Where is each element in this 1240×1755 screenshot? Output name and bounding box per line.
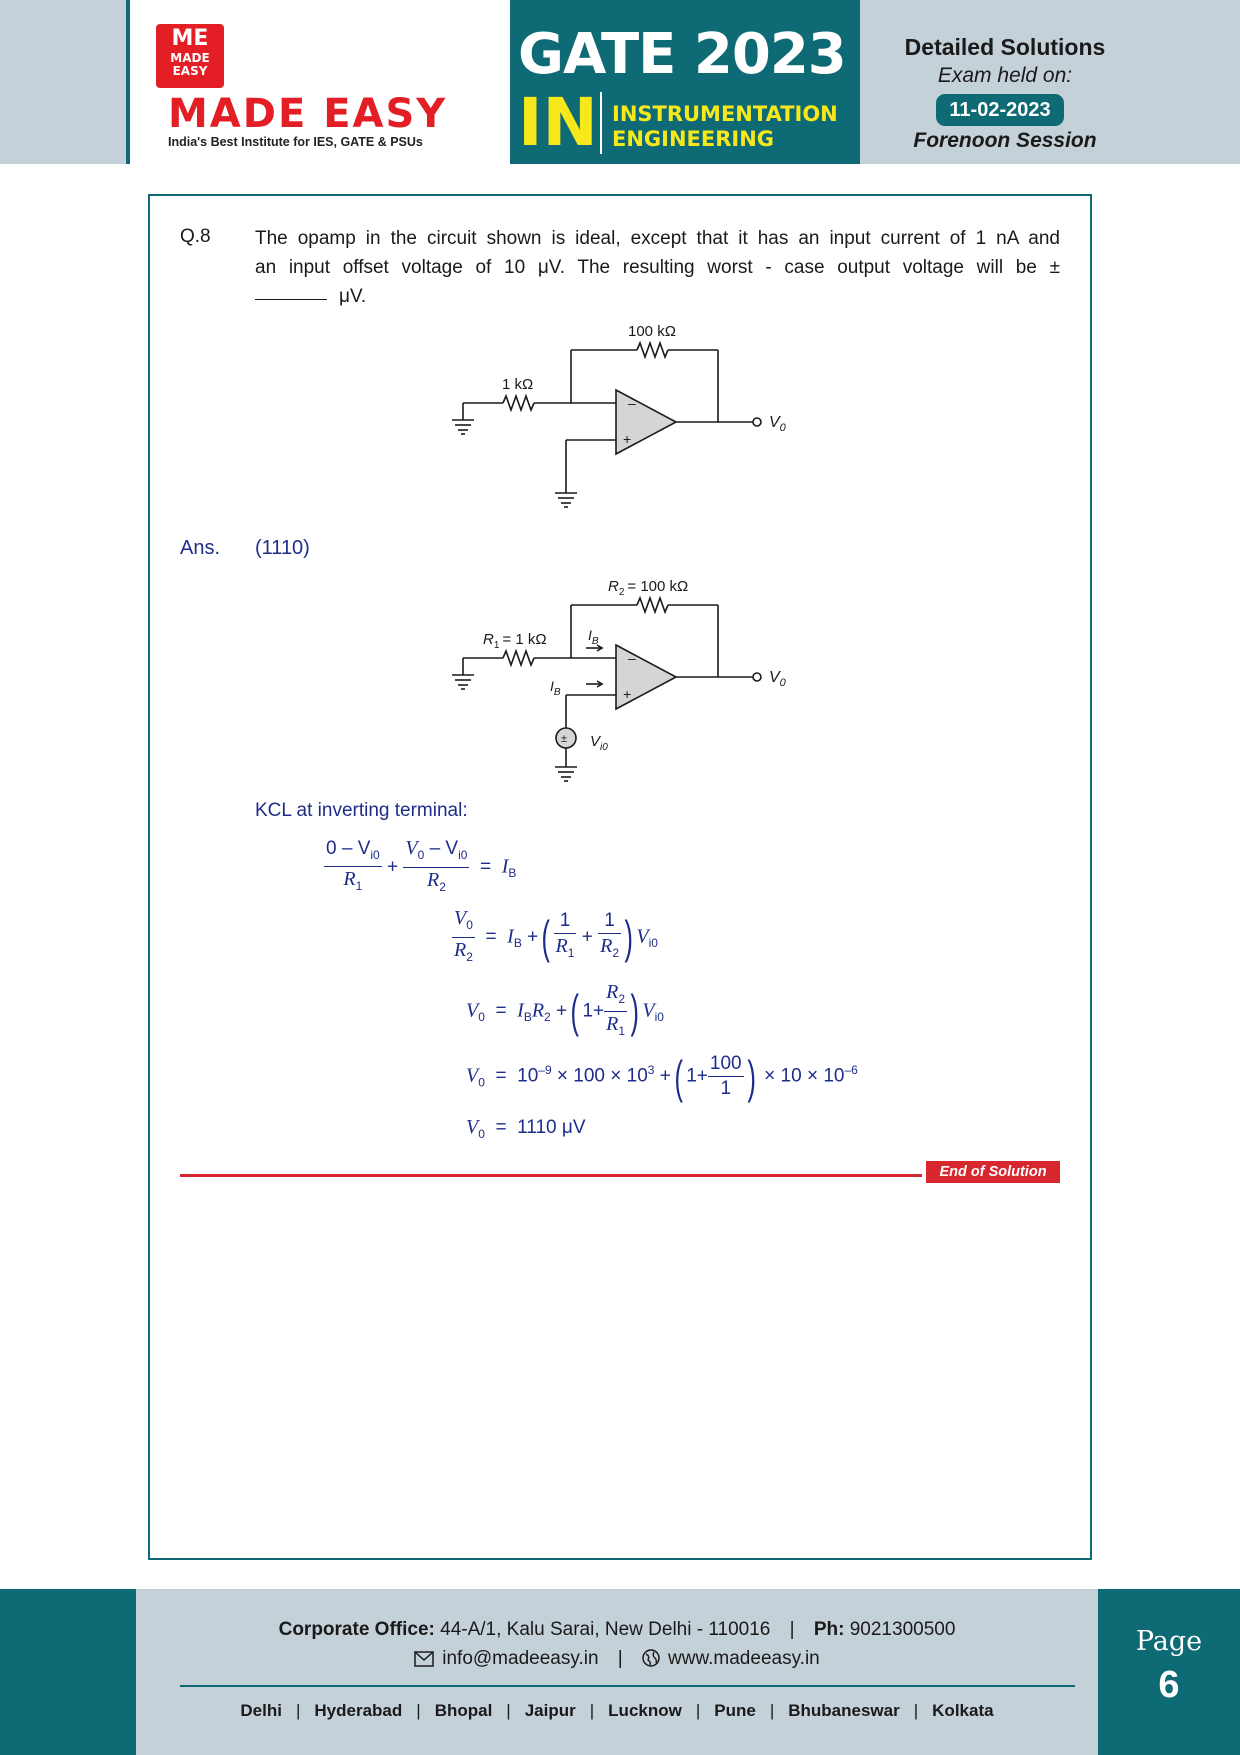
city-lucknow: Lucknow (608, 1701, 682, 1720)
eq3-fn-sub: 2 (618, 991, 626, 1006)
email-link[interactable]: info@madeeasy.in (442, 1648, 599, 1669)
eq4-b: × 100 × 10 (551, 1065, 648, 1087)
svg-text:IB (588, 627, 599, 647)
svg-text:R2= 100 kΩ (608, 578, 688, 598)
globe-icon (642, 1649, 660, 1673)
c2-r1-sub: 1 (493, 640, 500, 651)
eq4-plus: + (659, 1065, 671, 1087)
answer-blank-line (255, 299, 327, 300)
city-bhopal: Bhopal (434, 1701, 493, 1720)
eq1-fraction-2 (403, 836, 469, 899)
eq1-rhs-sub: B (508, 866, 517, 881)
eq4-b-exp: 3 (647, 1063, 655, 1078)
eq3-l: V (466, 999, 479, 1022)
eq2-ld: R (454, 938, 467, 961)
eq3-fraction (604, 980, 627, 1043)
city-kolkata: Kolkata (932, 1701, 994, 1720)
branch-code: IN (518, 84, 598, 161)
exam-held-on-label: Exam held on: (937, 64, 1073, 87)
eq2-one-b: 1 (598, 909, 621, 934)
footer-corporate-line: Corporate Office: 44-A/1, Kalu Sarai, New Delhi - 110016 | Ph: 9021300500 (278, 1619, 956, 1640)
eq2-frac-r1 (554, 909, 577, 965)
session-label: Forenoon Session (913, 129, 1097, 152)
eq1-n1: 0 – V (326, 837, 371, 859)
eq2-one-a: 1 (554, 909, 577, 934)
mail-icon (414, 1651, 434, 1673)
c2-ib-top-symbol: I (588, 627, 592, 643)
page-label: Page (1135, 1626, 1203, 1657)
eq4-one: 1+ (686, 1065, 708, 1087)
eq2-equals: = (485, 926, 497, 948)
corporate-address: 44-A/1, Kalu Sarai, New Delhi - 110016 (440, 1619, 771, 1640)
eq3-r: R (531, 999, 545, 1022)
eq1-n2b: – V (424, 838, 459, 859)
c2-r1-symbol: R (483, 631, 494, 648)
eq4-l: V (466, 1064, 479, 1087)
footer-cities-line: Delhi | Hyderabad | Bhopal | Jaipur | Lucknow | Pune | Bhubaneswar | Kolkata (240, 1701, 994, 1720)
eq1-d1-sub: 1 (355, 879, 363, 894)
c2-plus: + (623, 686, 632, 702)
eq2-v-sub: i0 (648, 936, 658, 951)
logo-badge-line2: EASY (172, 64, 208, 78)
c2-r2-sub: 2 (618, 587, 625, 598)
eq1-d2-sub: 2 (439, 879, 446, 894)
eq4-a-exp: –9 (538, 1063, 552, 1078)
footer-contact-line: info@madeeasy.in | www.madeeasy.in (136, 1648, 1098, 1673)
end-of-solution-tag: End of Solution (926, 1161, 1060, 1183)
question-text-line1: The opamp in the circuit shown is ideal, except that it has an input current of 1 nA and (255, 228, 1060, 249)
c2-ib-bottom-sub: B (553, 687, 561, 698)
eq3-fd: R (606, 1012, 619, 1035)
footer-left-band (0, 1589, 136, 1755)
svg-text:R1= 1 kΩ (483, 631, 547, 651)
eq5-result: 1110 μV (517, 1117, 586, 1138)
eq2-plus-inner: + (581, 926, 593, 948)
eq2-r1: R (555, 935, 568, 958)
branch-name (612, 102, 838, 152)
c2-output-v: V (769, 669, 780, 686)
end-of-solution-rule (180, 1174, 922, 1177)
question-text-line2: an input offset voltage of 10 μV. The resulting worst - case output voltage will be ± (255, 257, 1060, 278)
c2-minus: – (628, 650, 636, 666)
svg-text:V0 (769, 669, 787, 689)
eq2-ib: I (507, 925, 514, 948)
header-left-band (0, 0, 128, 164)
eq1-n2a: V (405, 837, 418, 859)
logo-badge-mark: ME (171, 26, 209, 51)
eq3-fn: R (606, 981, 619, 1003)
eq3-l-sub: 0 (478, 1010, 485, 1025)
c1-feedback-resistor-label: 100 kΩ (628, 323, 676, 340)
eq2-r2: R (600, 935, 613, 958)
eq4-equals: = (495, 1065, 507, 1087)
eq5-equals: = (495, 1117, 507, 1138)
eq3-one: 1+ (582, 1000, 605, 1022)
logo-tagline: India's Best Institute for IES, GATE & PSUs (168, 135, 423, 149)
eq2-frac-r2 (598, 909, 621, 965)
eq2-r2-sub: 2 (612, 946, 620, 961)
branch-divider (600, 92, 602, 154)
c2-vio-symbol: V (590, 733, 601, 750)
equation-1 (324, 836, 516, 899)
eq3-ib: I (517, 999, 524, 1022)
svg-text:Vi0 (590, 733, 608, 753)
made-easy-logo-badge (156, 24, 224, 88)
eq4-fd: 1 (720, 1078, 732, 1099)
eq1-fraction-1 (324, 837, 382, 899)
city-hyderabad: Hyderabad (314, 1701, 403, 1720)
c2-ib-bottom-symbol: I (550, 678, 554, 694)
logo-wordmark: MADE EASY (168, 91, 448, 137)
eq3-fd-sub: 1 (618, 1023, 626, 1038)
eq4-c: × 10 × 10 (758, 1065, 845, 1087)
answer-circuit-diagram (440, 572, 800, 792)
eq3-ib-sub: B (523, 1010, 532, 1025)
eq3-equals: = (495, 1000, 507, 1022)
c2-r2-symbol: R (608, 578, 619, 595)
answer-label: Ans. (180, 537, 221, 559)
c1-output-v: V (769, 414, 780, 431)
eq4-l-sub: 0 (478, 1075, 485, 1090)
c1-input-resistor-label: 1 kΩ (502, 376, 534, 393)
city-pune: Pune (714, 1701, 756, 1720)
eq1-d1: R (343, 868, 356, 891)
city-delhi: Delhi (240, 1701, 282, 1720)
eq1-n2b-sub: i0 (458, 847, 468, 862)
answer-value: (1110) (255, 537, 310, 559)
eq5-l-sub: 0 (478, 1126, 485, 1141)
svg-text:V0 (769, 414, 787, 434)
question-circuit-diagram (440, 318, 800, 518)
question-number: Q.8 (180, 226, 211, 247)
eq1-n1-sub: i0 (370, 847, 380, 862)
logo-badge-line1: MADE (170, 51, 210, 65)
eq2-ln-sub: 0 (466, 917, 473, 932)
c2-source-sign: ± (561, 733, 568, 745)
eq1-n2a-sub: 0 (417, 847, 425, 862)
eq2-plus: + (527, 926, 539, 948)
exam-date-badge: 11-02-2023 (936, 94, 1064, 126)
c2-r2-value: = 100 kΩ (627, 578, 689, 595)
eq2-ib-sub: B (513, 936, 522, 951)
website-link[interactable]: www.madeeasy.in (668, 1648, 820, 1669)
footer-rule (180, 1685, 1075, 1687)
c2-vio-sub: i0 (600, 742, 608, 753)
c1-plus: + (623, 431, 632, 447)
svg-text:IB (550, 678, 561, 698)
eq4-fn: 100 (708, 1052, 744, 1077)
equation-4: $V_0 = 10^{-9} \times 100 \times 10^3$ +( 1+ $\frac{100}{1}$ ) × $10 \times 10^{-6}$ (466, 1050, 858, 1103)
c2-r1-value: = 1 kΩ (502, 631, 547, 648)
c2-output-sub: 0 (779, 677, 786, 689)
eq1-d2: R (426, 868, 440, 891)
c2-ib-top-sub: B (591, 636, 599, 647)
eq3-r-sub: 2 (544, 1010, 551, 1025)
corporate-label: Corporate Office: (278, 1619, 435, 1640)
equation-5 (466, 1115, 586, 1146)
city-bhubaneswar: Bhubaneswar (788, 1701, 900, 1720)
eq4-c-exp: –6 (844, 1063, 858, 1078)
eq5-l: V (466, 1116, 479, 1138)
c1-minus: – (628, 395, 636, 411)
eq2-ln: V (454, 907, 467, 929)
eq4-a: 10 (517, 1065, 539, 1087)
phone-number: 9021300500 (849, 1619, 956, 1640)
detailed-solutions-title: Detailed Solutions (904, 34, 1106, 60)
eq1-equals: = (480, 856, 492, 878)
c1-output-sub: 0 (779, 422, 786, 434)
branch-name-line1: INSTRUMENTATION (612, 102, 838, 126)
eq3-plus: + (556, 1000, 568, 1022)
eq2-ld-sub: 2 (466, 949, 473, 964)
eq3-v: V (642, 999, 655, 1022)
equation-2: $\frac{V_0}{R_2}$ = $I_B$ +( $\frac{1}{R_1}$ + $\frac{1}{R_2}$ ) $V_{i0}$ (452, 906, 658, 969)
eq2-v: V (636, 925, 649, 948)
eq3-v-sub: i0 (654, 1010, 664, 1025)
question-unit: μV. (339, 286, 367, 307)
eq2-lhs-fraction (452, 906, 475, 969)
branch-name-line2: ENGINEERING (612, 127, 775, 151)
exam-title: GATE 2023 (518, 22, 846, 87)
phone-label: Ph: (813, 1619, 845, 1640)
eq4-fraction (708, 1052, 744, 1101)
eq2-r1-sub: 1 (567, 946, 575, 961)
kcl-label: KCL at inverting terminal: (255, 800, 468, 821)
equation-3: $V_0 = I_BR_2$ +( 1+ $\frac{R_2}{R_1}$ ) $V_{i0}$ (466, 980, 664, 1043)
question-blank (255, 282, 366, 311)
city-jaipur: Jaipur (524, 1701, 576, 1720)
page-number: 6 (1158, 1664, 1180, 1706)
eq1-rhs: I (501, 855, 509, 878)
eq1-plus: + (387, 856, 399, 878)
